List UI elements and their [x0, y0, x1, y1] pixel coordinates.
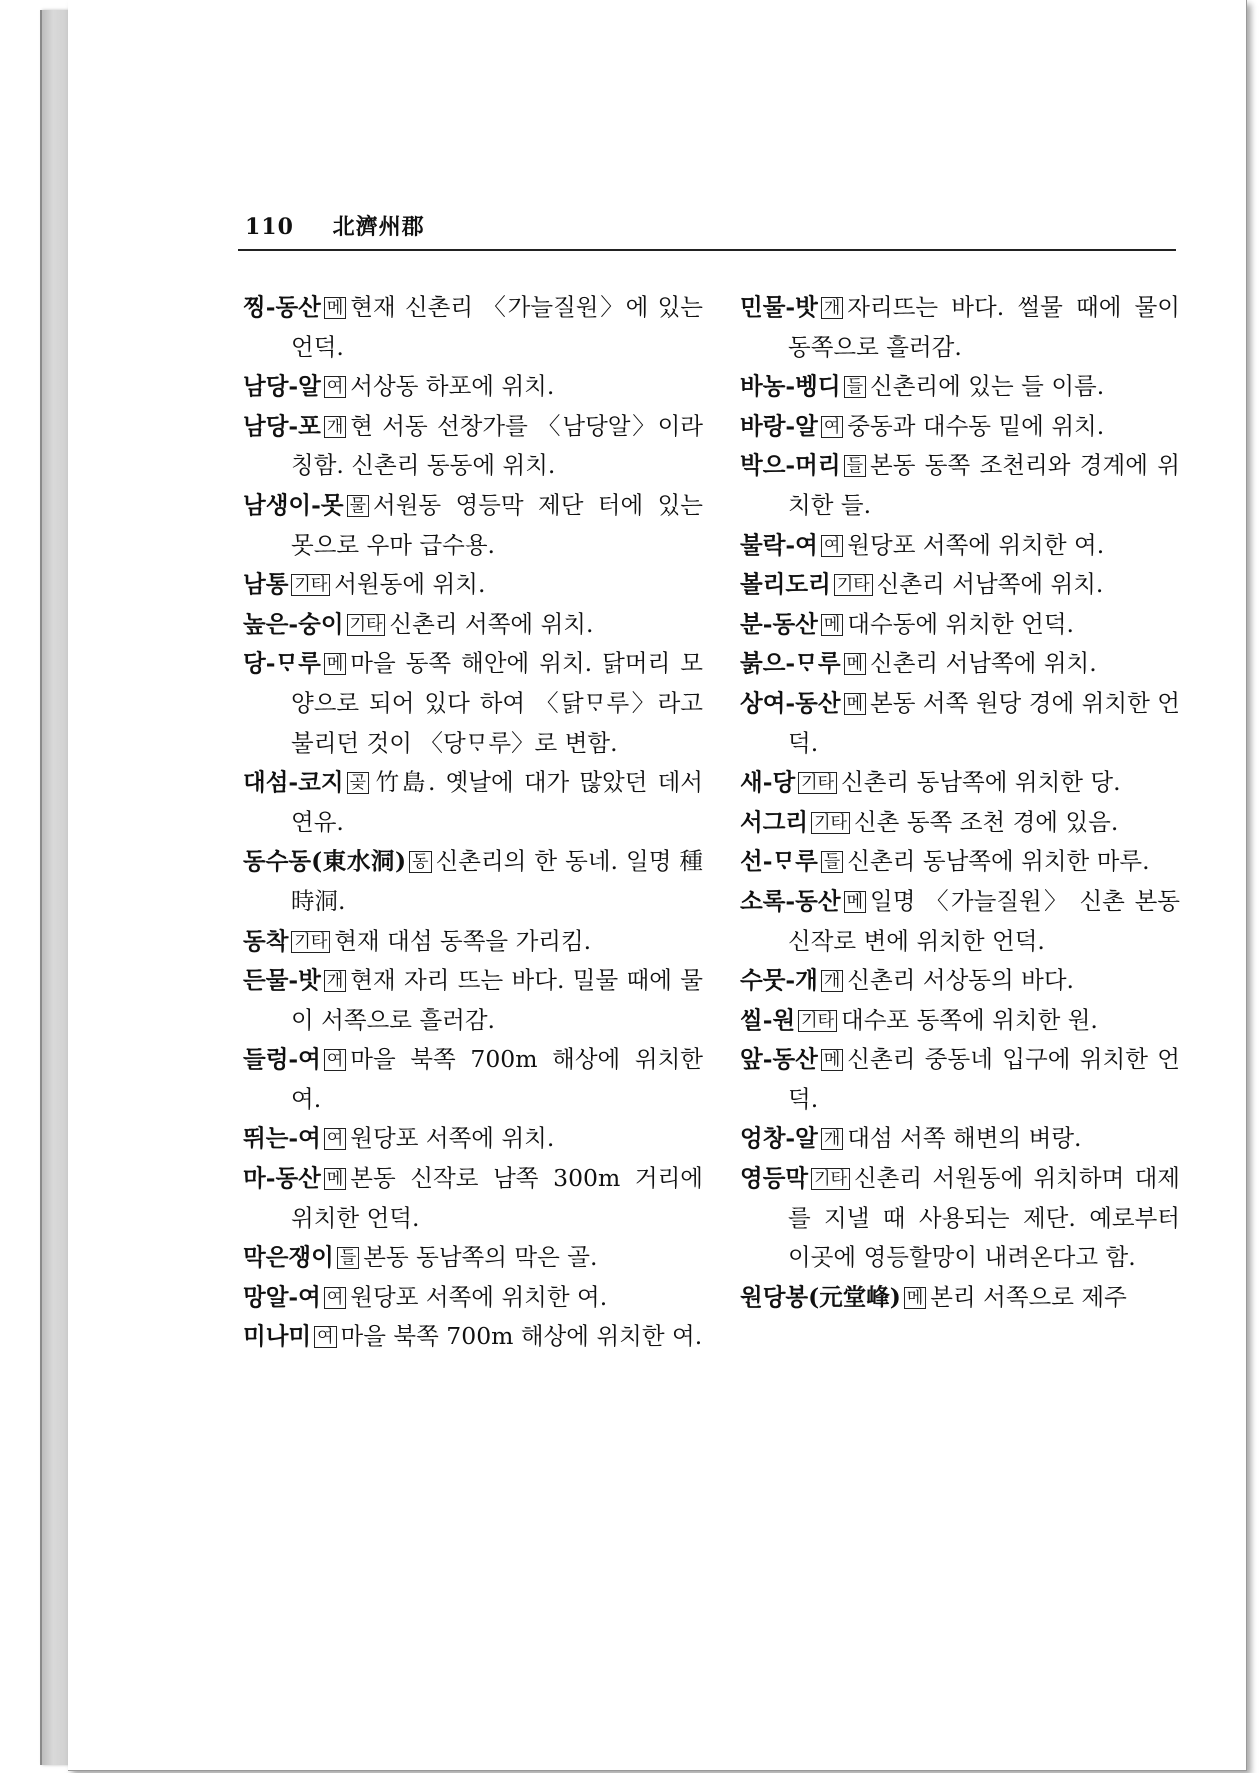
entry-headword: 망알-여 [243, 1282, 321, 1311]
dictionary-entry [243, 565, 703, 605]
entry-headword: 원당봉(元堂峰) [740, 1282, 901, 1311]
entry-headword: 찡-동산 [243, 293, 321, 321]
dictionary-entry [243, 1317, 703, 1357]
dictionary-entry [740, 605, 1180, 645]
entry-headword: 동착 [243, 926, 289, 955]
category-tag: 여 [324, 1049, 346, 1071]
dictionary-entry [740, 644, 1180, 684]
dictionary-entry [740, 407, 1180, 447]
category-tag: 메 [324, 653, 346, 675]
category-tag: 여 [324, 1287, 346, 1309]
category-tag: 곶 [347, 772, 369, 794]
category-tag: 메 [904, 1287, 926, 1309]
dictionary-entry [740, 1278, 1180, 1318]
dictionary-entry [243, 605, 703, 645]
dictionary-entry [740, 1040, 1180, 1119]
header-rule [238, 249, 1176, 251]
category-tag: 메 [844, 891, 866, 913]
category-tag: 물 [347, 495, 369, 517]
entry-definition: 서상동 하포에 위치. [350, 372, 555, 401]
dictionary-entry [740, 882, 1180, 961]
entry-definition: 신촌리 서쪽에 위치. [389, 609, 594, 638]
dictionary-entry [243, 1278, 703, 1318]
category-tag: 메 [324, 297, 346, 319]
entry-headword: 민물-밧 [740, 293, 818, 321]
category-tag: 기타 [291, 931, 330, 953]
category-tag: 개 [821, 297, 843, 319]
entry-headword: 불락-여 [740, 530, 818, 559]
entry-headword: 미나미 [243, 1322, 312, 1351]
entry-headword: 앞-동산 [740, 1045, 818, 1074]
category-tag: 메 [821, 1049, 843, 1071]
category-tag: 여 [821, 416, 843, 438]
right-column [740, 288, 1180, 1317]
entry-definition: 마을 동쪽 해안에 위치. 닭머리 모양으로 되어 있다 하여 〈닭ᄆᆞ루〉라고 불리던 것이 〈당ᄆᆞ루〉로 변함. [291, 649, 703, 757]
dictionary-entry [740, 446, 1180, 525]
entry-headword: 마-동산 [243, 1164, 321, 1193]
category-tag: 동 [409, 851, 431, 873]
entry-definition: 신촌리에 있는 들 이름. [870, 372, 1105, 401]
category-tag: 기타 [798, 772, 837, 794]
dictionary-entry [243, 922, 703, 962]
entry-headword: 소록-동산 [740, 886, 841, 915]
entry-definition: 대섬 서쪽 해변의 벼랑. [847, 1124, 1082, 1153]
category-tag: 들 [821, 851, 843, 873]
entry-definition: 서원동에 위치. [334, 570, 486, 599]
running-header [245, 210, 425, 241]
entry-definition: 중동과 대수동 밑에 위치. [847, 411, 1105, 440]
entry-headword: 씰-원 [740, 1005, 796, 1034]
entry-headword: 새-당 [740, 768, 796, 797]
entry-headword: 대섬-코지 [243, 768, 344, 797]
dictionary-entry [740, 803, 1180, 843]
dictionary-entry [740, 961, 1180, 1001]
entry-definition: 현재 신촌리 〈가늘질원〉에 있는 언덕. [291, 293, 703, 361]
category-tag: 개 [821, 970, 843, 992]
category-tag: 메 [844, 653, 866, 675]
entry-definition: 자리뜨는 바다. 썰물 때에 물이 동쪽으로 흘러감. [788, 293, 1180, 361]
entry-definition: 현재 대섬 동쪽을 가리킴. [334, 926, 592, 955]
category-tag: 기타 [347, 614, 386, 636]
page-number: 110 [245, 214, 294, 240]
category-tag: 기타 [291, 574, 330, 596]
entry-headword: 붉으-ᄆᆞ루 [740, 649, 841, 678]
entry-definition: 본리 서쪽으로 제주 [930, 1282, 1127, 1311]
entry-headword: 든물-밧 [243, 966, 321, 995]
entry-headword: 바농-벵디 [740, 372, 841, 401]
category-tag: 여 [821, 535, 843, 557]
entry-definition: 원당포 서쪽에 위치한 여. [847, 530, 1105, 559]
entry-definition: 신촌리 서원동에 위치하며 대제를 지낼 때 사용되는 제단. 예로부터 이곳에 영등할망이 내려온다고 함. [788, 1164, 1180, 1272]
entry-definition: 신촌리 서상동의 바다. [847, 966, 1075, 995]
entry-headword: 남통 [243, 570, 289, 599]
entry-headword: 박으-머리 [740, 451, 841, 480]
entry-definition: 일명 〈가늘질원〉 신촌 본동 신작로 변에 위치한 언덕. [788, 886, 1180, 955]
dictionary-entry [243, 367, 703, 407]
category-tag: 메 [844, 693, 866, 715]
entry-headword: 바랑-알 [740, 411, 818, 440]
category-tag: 여 [324, 376, 346, 398]
entry-headword: 들렁-여 [243, 1045, 321, 1074]
dictionary-entry [740, 565, 1180, 605]
entry-definition: 신촌리 서남쪽에 위치. [876, 570, 1104, 599]
category-tag: 여 [314, 1326, 336, 1348]
dictionary-entry [740, 1119, 1180, 1159]
dictionary-entry [740, 842, 1180, 882]
entry-definition: 현 서동 선창가를 〈남당알〉이라 칭함. 신촌리 동동에 위치. [291, 411, 703, 480]
entry-definition: 마을 북쪽 700m 해상에 위치한 여. [291, 1045, 703, 1113]
dictionary-entry [243, 486, 703, 565]
entry-headword: 뛰는-여 [243, 1124, 321, 1153]
entry-headword: 높은-숭이 [243, 609, 344, 638]
dictionary-entry [740, 763, 1180, 803]
entry-headword: 남당-포 [243, 411, 321, 440]
entry-definition: 원당포 서쪽에 위치한 여. [350, 1282, 608, 1311]
category-tag: 개 [324, 970, 346, 992]
dictionary-entry [243, 961, 703, 1040]
dictionary-entry [243, 1119, 703, 1159]
dictionary-entry [740, 526, 1180, 566]
dictionary-entry [740, 288, 1180, 367]
dictionary-entry [243, 288, 703, 367]
category-tag: 개 [324, 416, 346, 438]
category-tag: 메 [821, 614, 843, 636]
dictionary-entry [243, 763, 703, 842]
entry-definition: 신촌리의 한 동네. 일명 種時洞. [291, 847, 703, 915]
category-tag: 들 [844, 376, 866, 398]
header-title: 北濟州郡 [332, 214, 425, 240]
entry-definition: 신촌리 동남쪽에 위치한 마루. [847, 847, 1150, 876]
entry-definition: 신촌리 서남쪽에 위치. [870, 649, 1097, 678]
category-tag: 개 [821, 1128, 843, 1150]
dictionary-entry [243, 1040, 703, 1119]
dictionary-entry [243, 407, 703, 486]
entry-definition: 신촌리 동남쪽에 위치한 당. [841, 768, 1121, 797]
entry-definition: 대수포 동쪽에 위치한 원. [841, 1005, 1098, 1034]
dictionary-entry [740, 684, 1180, 763]
category-tag: 기타 [811, 1168, 850, 1190]
entry-definition: 현재 자리 뜨는 바다. 밀물 때에 물이 서쪽으로 흘러감. [291, 966, 703, 1034]
entry-headword: 남당-알 [243, 372, 321, 401]
entry-definition: 대수동에 위치한 언덕. [847, 609, 1075, 638]
dictionary-entry [243, 1238, 703, 1278]
left-column [243, 288, 703, 1357]
entry-definition: 서원동 영등막 제단 터에 있는 못으로 우마 급수용. [291, 490, 703, 559]
dictionary-entry [243, 842, 703, 921]
category-tag: 기타 [834, 574, 873, 596]
entry-definition: 원당포 서쪽에 위치. [350, 1124, 555, 1153]
entry-definition: 본동 동쪽 조천리와 경계에 위치한 들. [788, 451, 1180, 519]
entry-headword: 영등막 [740, 1164, 809, 1193]
entry-definition: 본동 서쪽 원당 경에 위치한 언덕. [788, 688, 1180, 757]
entry-headword: 엉창-알 [740, 1124, 818, 1153]
category-tag: 기타 [811, 812, 850, 834]
entry-headword: 분-동산 [740, 609, 818, 638]
dictionary-entry [740, 367, 1180, 407]
dictionary-entry [740, 1001, 1180, 1041]
category-tag: 여 [324, 1128, 346, 1150]
dictionary-entry [243, 1159, 703, 1238]
entry-headword: 서그리 [740, 807, 809, 836]
entry-headword: 동수동(東水洞) [243, 847, 407, 876]
entry-headword: 선-ᄆᆞ루 [740, 847, 818, 876]
category-tag: 메 [324, 1168, 346, 1190]
entry-definition: 본동 신작로 남쪽 300m 거리에 위치한 언덕. [291, 1164, 703, 1232]
entry-definition: 마을 북쪽 700m 해상에 위치한 여. [340, 1322, 703, 1351]
entry-definition: 본동 동남쪽의 막은 골. [363, 1243, 598, 1272]
entry-headword: 상여-동산 [740, 688, 841, 717]
entry-headword: 막은쟁이 [243, 1243, 334, 1272]
entry-definition: 신촌 동쪽 조천 경에 있음. [853, 807, 1119, 836]
dictionary-entry [740, 1159, 1180, 1278]
entry-definition: 竹島. 옛날에 대가 많았던 데서 연유. [291, 768, 703, 836]
dictionary-entry [243, 644, 703, 763]
entry-headword: 당-ᄆᆞ루 [243, 649, 321, 678]
entry-headword: 볼리도리 [740, 570, 831, 599]
category-tag: 들 [844, 455, 866, 477]
category-tag: 기타 [798, 1010, 837, 1032]
entry-definition: 신촌리 중동네 입구에 위치한 언덕. [788, 1045, 1180, 1113]
category-tag: 들 [337, 1247, 359, 1269]
entry-headword: 남생이-못 [243, 490, 344, 519]
entry-headword: 수뭇-개 [740, 966, 818, 995]
book-spine-edge [40, 10, 70, 1765]
